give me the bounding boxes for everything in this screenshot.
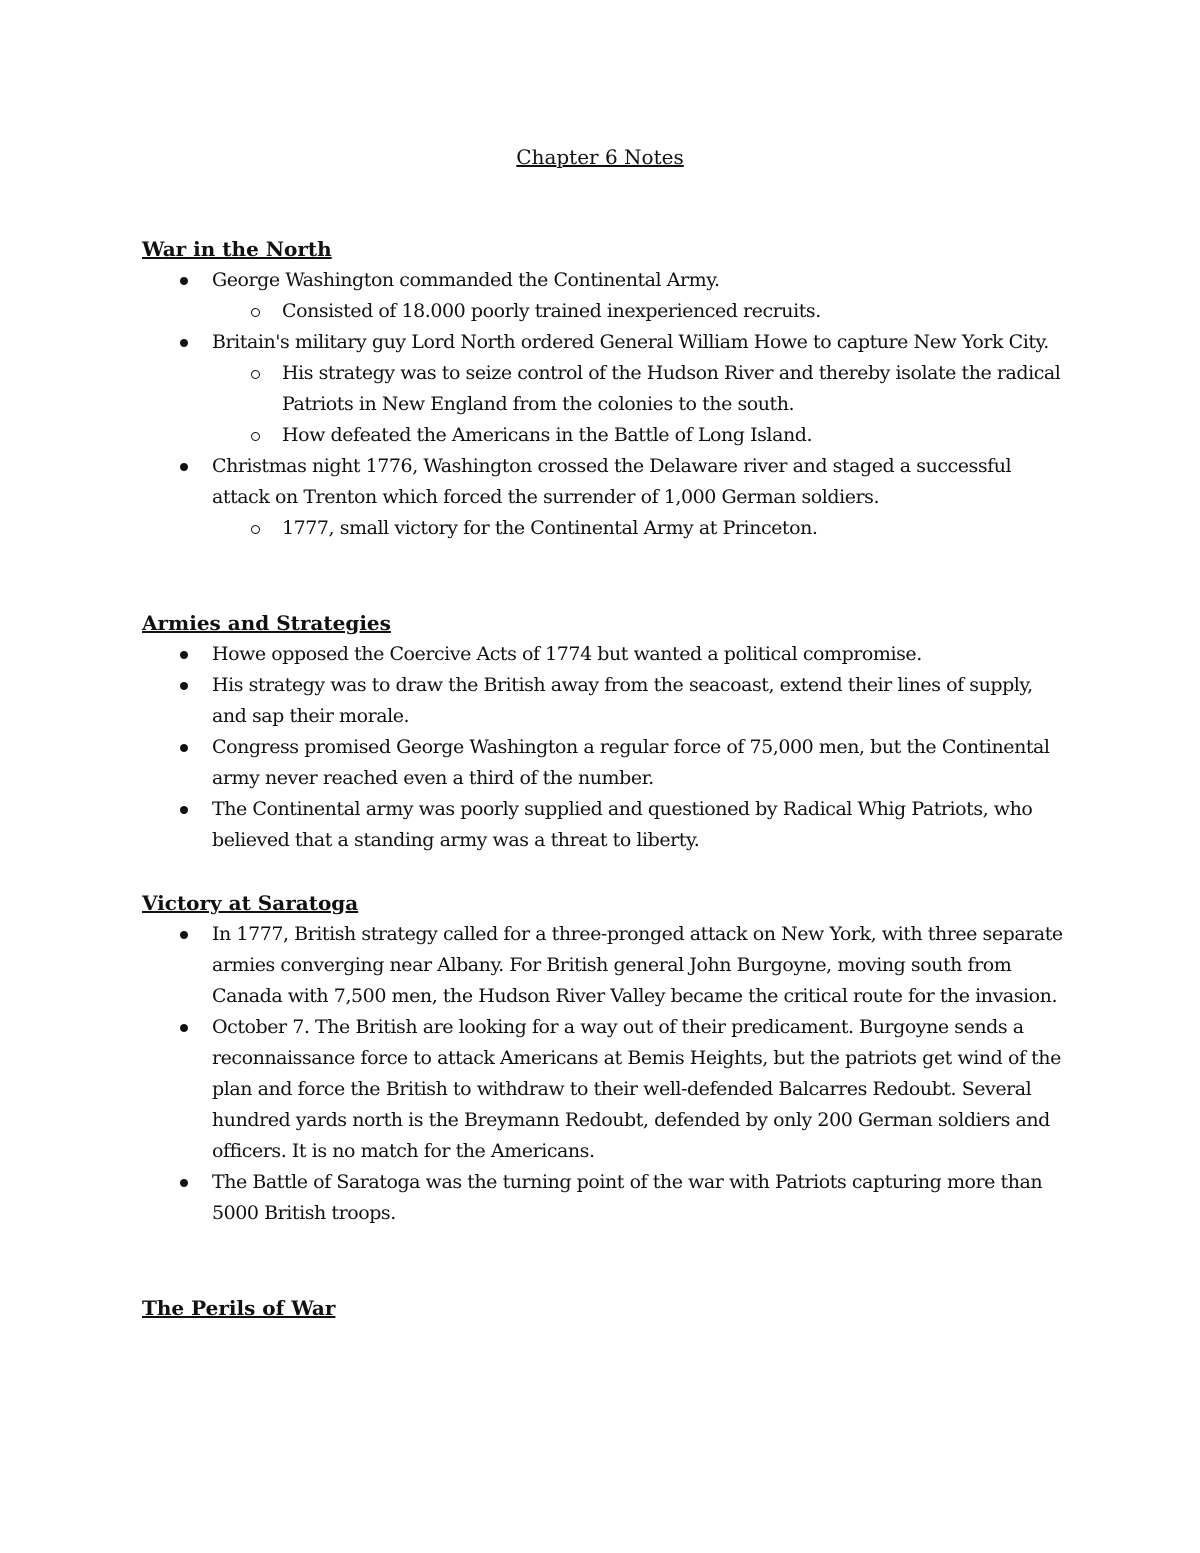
hollow-bullet-icon — [251, 370, 260, 379]
list-item-text: His strategy was to draw the British away from the seacoast, extend their lines of supply, and sap their morale. — [212, 674, 1033, 727]
hollow-bullet-icon — [251, 525, 260, 534]
list-item — [142, 451, 1072, 544]
list-item — [142, 794, 1072, 856]
list-item-text: George Washington commanded the Continental Army. — [212, 269, 720, 291]
section-heading: The Perils of War — [142, 1296, 336, 1320]
list-item-text: The Continental army was poorly supplied and questioned by Radical Whig Patriots, who believed that a standing army was a threat to liberty. — [212, 798, 1033, 851]
sub-list-item — [142, 420, 1072, 451]
document-title: Chapter 6 Notes — [516, 145, 684, 169]
hollow-bullet-icon — [251, 308, 260, 317]
list-item-text: In 1777, British strategy called for a three-pronged attack on New York, with three separate armies converging near Albany. For British general John Burgoyne, moving south from Canada with 7,500 men, the Hudson River Valley became the critical route for the invasion. — [212, 923, 1063, 1007]
bullet-icon — [180, 744, 188, 752]
list-item — [142, 1167, 1072, 1229]
sub-list-item — [142, 513, 1072, 544]
section-armies-and-strategies — [142, 608, 1072, 856]
list-item — [142, 670, 1072, 732]
list-item-text: The Battle of Saratoga was the turning point of the war with Patriots capturing more than 5000 British troops. — [212, 1171, 1043, 1224]
list-item — [142, 919, 1072, 1012]
list-item-text: Congress promised George Washington a regular force of 75,000 men, but the Continental army never reached even a third of the number. — [212, 736, 1050, 789]
section-heading: Armies and Strategies — [142, 611, 391, 635]
hollow-bullet-icon — [251, 432, 260, 441]
bullet-icon — [180, 1024, 188, 1032]
list-item — [142, 265, 1072, 327]
sub-list — [212, 513, 1072, 544]
bullet-icon — [180, 277, 188, 285]
sub-list-item-text: How defeated the Americans in the Battle of Long Island. — [282, 424, 813, 446]
bullet-icon — [180, 931, 188, 939]
list-item-text: October 7. The British are looking for a way out of their predicament. Burgoyne sends a reconnaissance force to attack Americans at Bemis Heights, but the patriots get wind of the plan and force the British to withdraw to their well-defended Balcarres Redoubt. Several hundred yards north is the Breymann Redoubt, defended by only 200 German soldiers and officers. It is no match for the Americans. — [212, 1016, 1061, 1162]
bullet-list — [142, 265, 1072, 544]
section-heading: War in the North — [142, 237, 332, 261]
bullet-icon — [180, 463, 188, 471]
bullet-list — [142, 919, 1072, 1229]
sub-list — [212, 296, 1072, 327]
list-item-text: Howe opposed the Coercive Acts of 1774 but wanted a political compromise. — [212, 643, 922, 665]
bullet-list — [142, 639, 1072, 856]
bullet-icon — [180, 682, 188, 690]
list-item — [142, 732, 1072, 794]
bullet-icon — [180, 339, 188, 347]
sub-list-item-text: 1777, small victory for the Continental Army at Princeton. — [282, 517, 818, 539]
bullet-icon — [180, 651, 188, 659]
sub-list-item-text: Consisted of 18.000 poorly trained inexperienced recruits. — [282, 300, 821, 322]
sub-list-item — [142, 296, 1072, 327]
list-item-text: Christmas night 1776, Washington crossed the Delaware river and staged a successful attack on Trenton which forced the surrender of 1,000 German soldiers. — [212, 455, 1012, 508]
sub-list-item-text: His strategy was to seize control of the Hudson River and thereby isolate the radical Patriots in New England from the colonies to the south. — [282, 362, 1061, 415]
list-item-text: Britain's military guy Lord North ordered General William Howe to capture New York City. — [212, 331, 1049, 353]
section-the-perils-of-war — [142, 1293, 1072, 1324]
list-item — [142, 1012, 1072, 1167]
sub-list — [212, 358, 1072, 451]
bullet-icon — [180, 1179, 188, 1187]
section-heading: Victory at Saratoga — [142, 891, 359, 915]
section-war-in-the-north — [142, 234, 1072, 544]
sub-list-item — [142, 358, 1072, 420]
list-item — [142, 639, 1072, 670]
list-item — [142, 327, 1072, 451]
bullet-icon — [180, 806, 188, 814]
section-victory-at-saratoga — [142, 888, 1072, 1229]
